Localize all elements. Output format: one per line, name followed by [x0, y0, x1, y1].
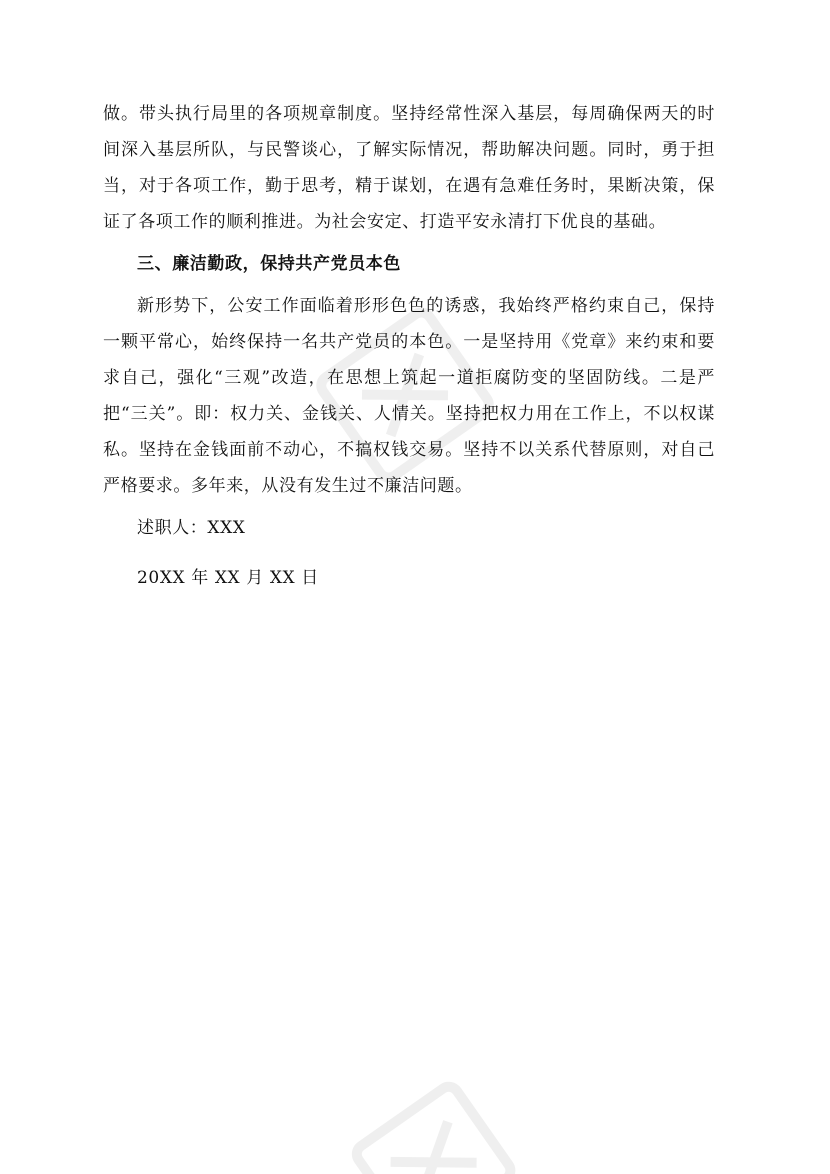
section-heading-3: 三、廉洁勤政，保持共产党员本色 — [137, 254, 401, 274]
watermark-stamp-icon — [330, 1080, 520, 1174]
continued-paragraph: 做。带头执行局里的各项规章制度。坚持经常性深入基层，每周确保两天的时间深入基层所队，与民警谈心，了解实际情况，帮助解决问题。同时，勇于担当，对于各项工作，勤于思考，精于谋划，在遇有急难任务时，果断决策，保证了各项工作的顺利推进。为社会安定、打造平安永清打下优良的基础。 — [103, 104, 715, 232]
date-line: 20XX 年 XX 月 XX 日 — [137, 568, 319, 588]
document-body — [103, 96, 715, 610]
section-3-paragraph: 新形势下，公安工作面临着形形色色的诱惑，我始终严格约束自己，保持一颗平常心，始终保持一名共产党员的本色。一是坚持用《党章》来约束和要求自己，强化“三观”改造，在思想上筑起一道拒腐防变的坚固防线。二是严把“三关”。即：权力关、金钱关、人情关。坚持把权力用在工作上，不以权谋私。坚持在金钱面前不动心，不搞权钱交易。坚持不以关系代替原则，对自己严格要求。多年来，从没有发生过不廉洁问题。 — [103, 296, 715, 496]
signature-line: 述职人：XXX — [137, 518, 246, 538]
